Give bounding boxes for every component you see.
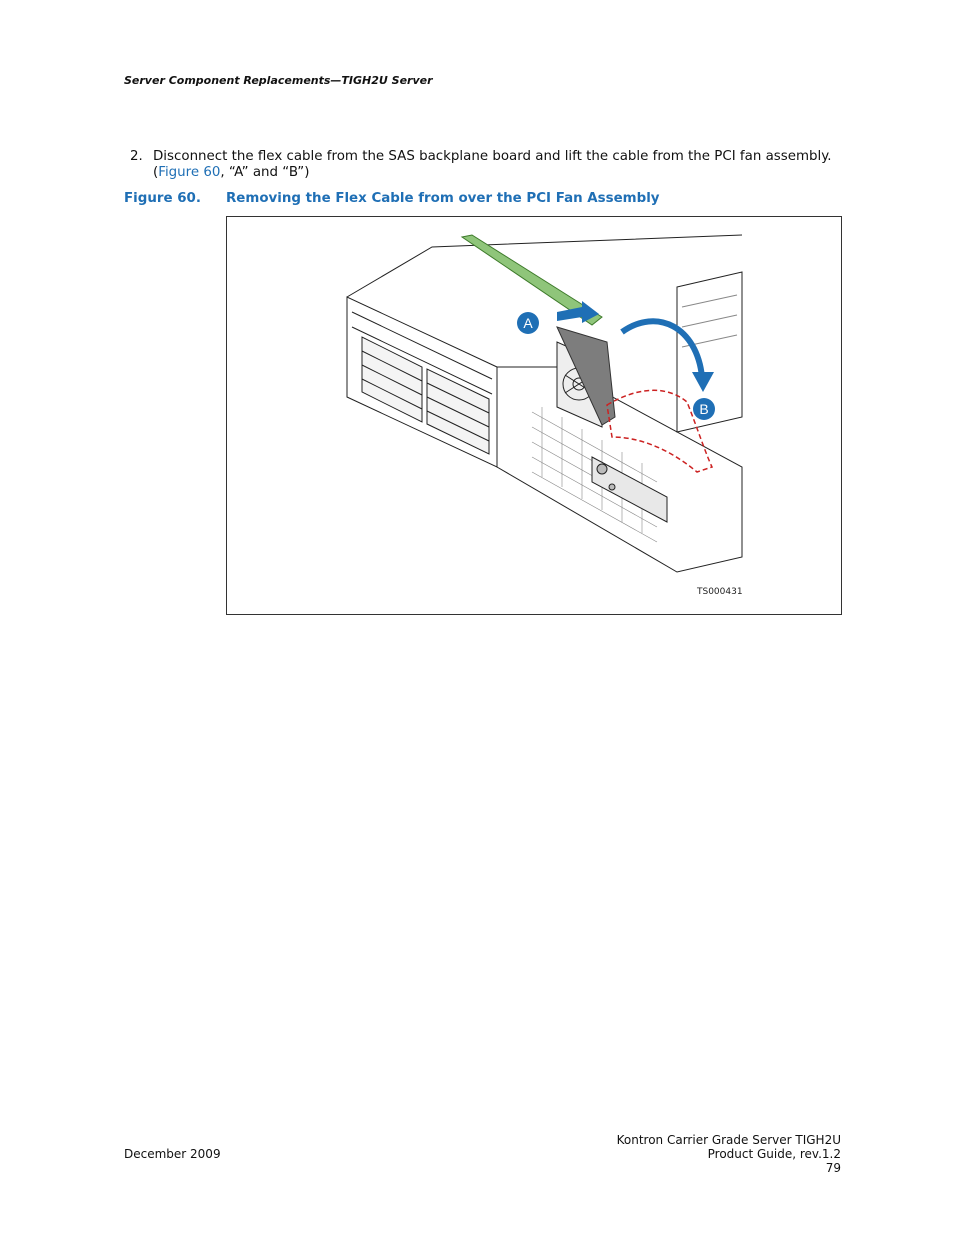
server-illustration (227, 217, 841, 614)
page-number: 79 (825, 1161, 841, 1175)
step-text (153, 149, 833, 181)
callout-a: A (523, 315, 533, 331)
power-button-icon (597, 464, 607, 474)
step-text-before: Disconnect the flex cable from the SAS backplane board and lift the cable from the PCI fan assembly. ( (153, 149, 832, 180)
figure-frame (226, 216, 842, 615)
footer-product-line2: Product Guide, rev.1.2 (707, 1147, 841, 1161)
figure-image-id: TS000431 (697, 587, 743, 597)
footer-product-info (617, 1133, 841, 1175)
footer-product-line1: Kontron Carrier Grade Server TIGH2U (616, 1133, 841, 1147)
callout-b: B (699, 401, 709, 417)
figure-label: Figure 60. (124, 191, 201, 206)
step-number: 2. (130, 149, 143, 164)
figure-caption (124, 191, 660, 206)
figure-title: Removing the Flex Cable from over the PCI Fan Assembly (226, 191, 660, 206)
running-header: Server Component Replacements—TIGH2U Server (124, 74, 433, 87)
step-text-after: , “A” and “B”) (220, 165, 310, 180)
footer-date: December 2009 (124, 1147, 221, 1161)
figure-link[interactable]: Figure 60 (158, 165, 221, 180)
